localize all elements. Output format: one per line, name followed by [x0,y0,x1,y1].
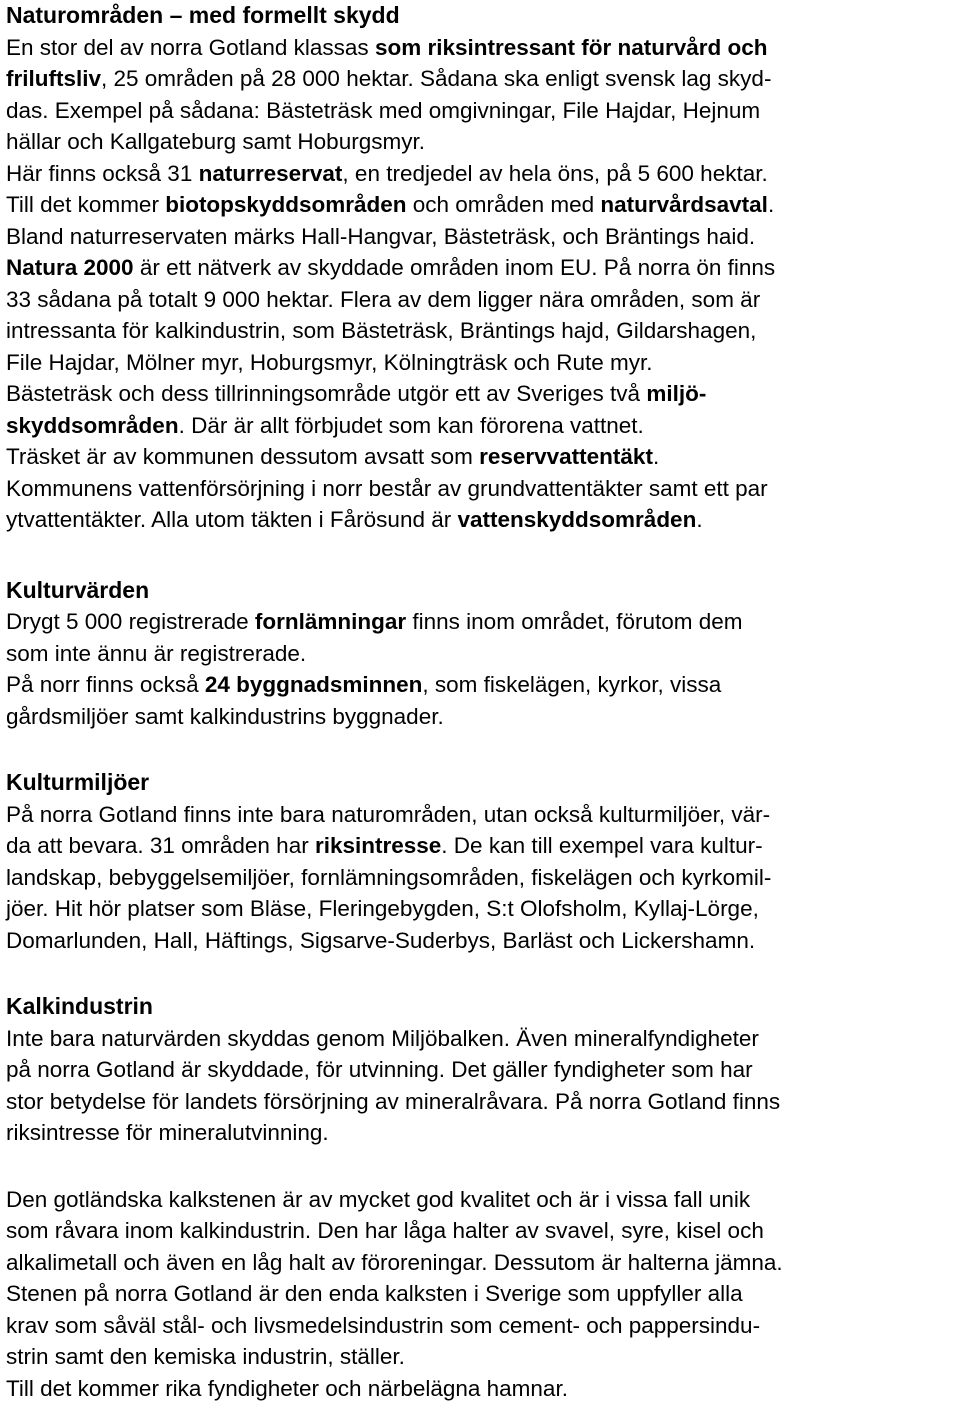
text-line [6,189,956,221]
text-line [6,1373,956,1405]
document-page [6,0,956,1404]
bold-term: friluftsliv [6,66,102,91]
text-run: . Där är allt förbjudet som kan förorena vattnet. [178,412,644,438]
text-line [6,799,956,831]
text-line [6,473,956,505]
section-heading: Kalkindustrin [6,993,153,1019]
text-line [6,1023,956,1055]
section-spacer [6,956,956,991]
text-line [6,410,956,442]
section-spacer [6,1149,956,1184]
text-run: Inte bara naturvärden skyddas genom Miljöbalken. Även mineralfyndigheter [6,1025,759,1051]
text-run: File Hajdar, Mölner myr, Hoburgsmyr, Kölningträsk och Rute myr. [6,349,653,375]
bold-term: naturreservat [198,160,343,186]
text-run: Träsket är av kommunen dessutom avsatt som [6,444,480,469]
text-run: Bland naturreservaten märks Hall-Hangvar, Bästeträsk, och Bräntings haid. [6,223,756,249]
section-heading: Naturområden – med formellt skydd [6,2,400,28]
text-run: ytvattentäkter. Alla utom täkten i Fårösund är [6,507,458,532]
text-line [6,925,956,957]
text-line [6,158,956,190]
text-run: finns inom området, förutom dem [406,609,743,634]
text-run: Den gotländska kalkstenen är av mycket god kvalitet och är i vissa fall unik [6,1186,751,1212]
text-run: som råvara inom kalkindustrin. Den har låga halter av svavel, syre, kisel och [6,1218,764,1243]
bold-term: naturvårdsavtal [600,192,768,217]
text-run: jöer. Hit hör platser som Bläse, Fleringebygden, S:t Olofsholm, Kyllaj-Lörge, [6,896,759,921]
section [6,767,956,956]
text-run: som inte ännu är registrerade. [6,640,307,666]
text-run: Domarlunden, Hall, Häftings, Sigsarve-Suderbys, Barläst och Lickershamn. [6,927,756,953]
section-heading: Kulturvärden [6,576,150,603]
document-body [6,0,956,1404]
text-line [6,221,956,253]
text-run: das. Exempel på sådana: Bästeträsk med omgivningar, File Hajdar, Hejnum [6,97,761,123]
text-line [6,441,956,473]
bold-term: Natura 2000 [6,255,134,280]
section [6,575,956,733]
text-line [6,830,956,862]
section [6,991,956,1149]
bold-term: reservvattentäkt [479,444,653,469]
text-run: Drygt 5 000 registrerade [6,609,255,634]
text-line [6,126,956,158]
section [6,0,956,536]
text-line [6,1341,956,1373]
text-line [6,1054,956,1086]
text-run: landskap, bebyggelsemiljöer, fornlämningsområden, fiskelägen och kyrkomil- [6,864,772,890]
text-run: hällar och Kallgateburg samt Hoburgsmyr. [6,129,425,154]
text-run: Här finns också 31 [6,160,199,186]
text-run: , en tredjedel av hela öns, på 5 600 hektar. [342,160,768,186]
text-line [6,862,956,894]
text-line [6,284,956,316]
text-run: på norra Gotland är skyddade, för utvinning. Det gäller fyndigheter som har [6,1057,753,1082]
text-run: gårdsmiljöer samt kalkindustrins byggnader. [6,703,444,729]
bold-term: fornlämningar [254,609,407,634]
text-line [6,252,956,284]
text-run: Kommunens vattenförsörjning i norr består av grundvattentäkter samt ett par [6,475,768,501]
bold-term: vattenskyddsområden [457,507,697,532]
text-line [6,1215,956,1247]
bold-term: skyddsområden [6,412,179,438]
text-run: , som fiskelägen, kyrkor, vissa [422,672,722,697]
text-line [6,1117,956,1149]
text-run: intressanta för kalkindustrin, som Bästeträsk, Bräntings hajd, Gildarshagen, [6,318,757,343]
section [6,1184,956,1405]
text-run: En stor del av norra Gotland klassas [6,34,375,60]
text-run: strin samt den kemiska industrin, ställer. [6,1344,405,1369]
text-run: och områden med [406,192,601,217]
text-run: är ett nätverk av skyddade områden inom EU. På norra ön finns [133,255,776,280]
text-run: Bästeträsk och dess tillrinningsområde utgör ett av Sveriges två [6,381,647,406]
text-line [6,95,956,127]
text-line [6,504,956,536]
section-spacer [6,732,956,767]
text-run: da att bevara. 31 områden har [6,833,315,858]
text-line [6,1086,956,1118]
text-run: . De kan till exempel vara kultur- [441,833,763,858]
section-spacer [6,536,956,575]
text-run: På norr finns också [6,672,205,697]
text-line [6,669,956,701]
text-run: På norra Gotland finns inte bara naturområden, utan också kulturmiljöer, vär- [6,801,771,827]
bold-term: miljö- [646,381,707,406]
section-heading: Kulturmiljöer [6,769,150,795]
text-run: Till det kommer rika fyndigheter och närbelägna hamnar. [6,1375,568,1401]
text-run: 33 sådana på totalt 9 000 hektar. Flera av dem ligger nära områden, som är [6,286,761,312]
text-line [6,893,956,925]
text-run: . [767,192,775,217]
bold-term: som riksintressant för naturvård och [374,34,768,60]
text-line [6,606,956,638]
text-run: Till det kommer [6,192,166,217]
text-line [6,1278,956,1310]
text-run: . [652,444,660,469]
text-line [6,1247,956,1279]
text-line [6,1184,956,1216]
bold-term: biotopskyddsområden [165,192,407,217]
bold-term: riksintresse [314,833,442,858]
bold-term: 24 byggnadsminnen [204,672,423,697]
text-line [6,32,956,64]
text-line [6,315,956,347]
text-line [6,1310,956,1342]
text-line [6,347,956,379]
text-run: . [696,507,703,532]
text-run: riksintresse för mineralutvinning. [6,1120,329,1145]
text-run: krav som såväl stål- och livsmedelsindustrin som cement- och pappersindu- [6,1312,761,1338]
text-line [6,701,956,733]
text-run: stor betydelse för landets försörjning av mineralråvara. På norra Gotland finns [6,1088,781,1114]
text-run: alkalimetall och även en låg halt av föroreningar. Dessutom är halterna jämna. [6,1249,783,1275]
text-line [6,63,956,95]
text-line [6,638,956,670]
text-run: Stenen på norra Gotland är den enda kalksten i Sverige som uppfyller alla [6,1281,743,1306]
text-run: , 25 områden på 28 000 hektar. Sådana ska enligt svensk lag skyd- [101,66,772,91]
text-line [6,378,956,410]
